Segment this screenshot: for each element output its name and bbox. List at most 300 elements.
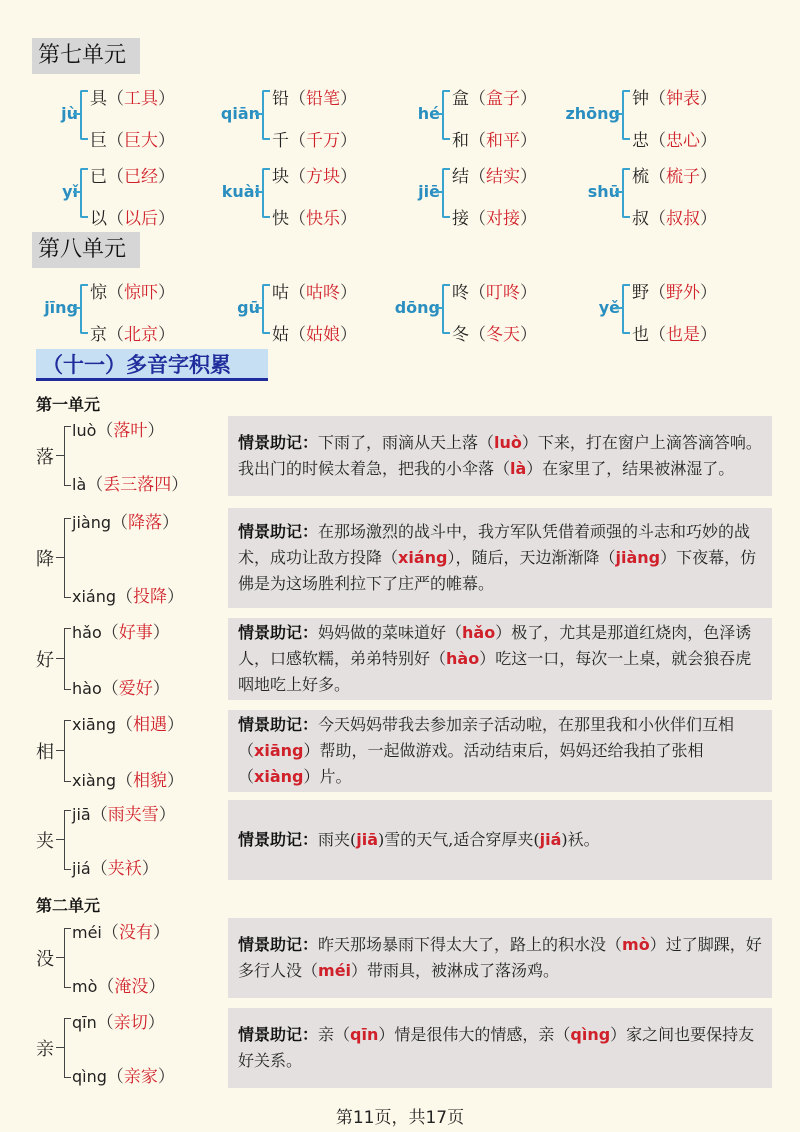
example-word: 亲家 xyxy=(123,1067,158,1087)
open-paren: （ xyxy=(469,131,486,151)
open-paren: （ xyxy=(469,209,486,229)
close-paren: ） xyxy=(158,209,175,229)
polyphone-entry xyxy=(36,508,776,608)
polyphone-char: 落 xyxy=(36,447,54,468)
character: 叔 xyxy=(632,209,649,229)
open-paren: （ xyxy=(116,587,134,607)
character: 姑 xyxy=(272,325,289,345)
close-paren: ） xyxy=(167,771,185,791)
char-group xyxy=(560,278,740,344)
char-row xyxy=(632,84,717,109)
character: 以 xyxy=(90,209,107,229)
note-label: 情景助记： xyxy=(238,935,319,954)
close-paren: ） xyxy=(158,283,175,303)
brace-icon xyxy=(442,168,450,218)
char-group xyxy=(18,278,198,344)
brace-icon xyxy=(262,168,270,218)
brace-icon xyxy=(64,928,71,988)
polyphone-char: 好 xyxy=(36,650,54,671)
example-word: 千万 xyxy=(306,131,340,151)
char-row xyxy=(632,126,717,151)
character: 快 xyxy=(272,209,289,229)
close-paren: ） xyxy=(340,283,357,303)
polyphone-char: 相 xyxy=(36,742,54,763)
brace-icon xyxy=(442,90,450,140)
open-paren: （ xyxy=(289,283,306,303)
character: 和 xyxy=(452,131,469,151)
character: 咕 xyxy=(272,283,289,303)
char-row xyxy=(90,126,175,151)
note-label: 情景助记： xyxy=(238,522,319,541)
open-paren: （ xyxy=(101,679,119,699)
open-paren: （ xyxy=(649,167,666,187)
open-paren: （ xyxy=(96,421,114,441)
char-row xyxy=(452,320,537,345)
char-row xyxy=(90,162,175,187)
open-paren: （ xyxy=(649,283,666,303)
reading-pinyin: mò xyxy=(72,977,98,996)
close-paren: ） xyxy=(147,1013,165,1033)
memory-note xyxy=(228,918,772,998)
reading-row xyxy=(72,710,184,735)
note-pinyin: xiāng xyxy=(254,741,304,760)
open-paren: （ xyxy=(107,209,124,229)
reading-pinyin: xiàng xyxy=(72,771,117,790)
open-paren: （ xyxy=(649,89,666,109)
example-word: 投降 xyxy=(133,587,168,607)
note-segment: 下雨了，雨滴从天上落（ xyxy=(318,433,495,452)
note-segment: 雨夹( xyxy=(318,830,357,849)
note-segment: ）在家里了，结果被淋湿了。 xyxy=(526,459,735,478)
note-segment: ）带雨具，被淋成了落汤鸡。 xyxy=(351,961,560,980)
note-segment: ）片。 xyxy=(303,767,352,786)
character: 咚 xyxy=(452,283,469,303)
note-segment: ）过了脚踝，好多行人没（ xyxy=(238,935,762,980)
note-pinyin: jiàng xyxy=(615,548,661,567)
close-paren: ） xyxy=(141,859,159,879)
note-pinyin: xiáng xyxy=(398,548,448,567)
note-pinyin: hào xyxy=(446,649,480,668)
example-word: 忠心 xyxy=(666,131,700,151)
char-group xyxy=(200,84,380,150)
note-segment: ）吃这一口，每次一上桌，就会狼吞虎咽地吃上好多。 xyxy=(238,649,752,694)
page-footer: 第11页，共17页 xyxy=(335,1108,465,1128)
example-word: 对接 xyxy=(486,209,520,229)
character: 野 xyxy=(632,283,649,303)
close-paren: ） xyxy=(520,283,537,303)
char-row xyxy=(632,320,717,345)
reading-row xyxy=(72,1008,165,1033)
reading-row xyxy=(72,972,165,997)
open-paren: （ xyxy=(107,325,124,345)
group-pinyin: hé xyxy=(417,104,440,123)
char-row xyxy=(632,162,717,187)
polyphone-char: 亲 xyxy=(36,1039,54,1060)
note-label: 情景助记： xyxy=(238,623,319,642)
group-pinyin: yě xyxy=(598,298,620,317)
polyphone-char: 没 xyxy=(36,949,54,970)
character: 梳 xyxy=(632,167,649,187)
open-paren: （ xyxy=(107,167,124,187)
close-paren: ） xyxy=(167,715,185,735)
note-segment: 在那场激烈的战斗中，我方军队凭借着顽强的斗志和巧妙的战术，成功让敌方投降（ xyxy=(238,522,751,567)
char-row xyxy=(452,84,537,109)
example-word: 叮咚 xyxy=(486,283,520,303)
group-pinyin: jiē xyxy=(418,182,440,201)
character: 惊 xyxy=(90,283,107,303)
close-paren: ） xyxy=(152,679,170,699)
reading-row xyxy=(72,918,170,943)
example-word: 结实 xyxy=(486,167,520,187)
close-paren: ） xyxy=(162,513,179,533)
character: 结 xyxy=(452,167,469,187)
note-pinyin: méi xyxy=(318,961,352,980)
polyphone-entry xyxy=(36,710,776,792)
example-word: 北京 xyxy=(124,325,158,345)
brace-icon xyxy=(64,810,71,870)
note-text xyxy=(238,932,764,984)
example-word: 巨大 xyxy=(124,131,158,151)
note-segment: )雪的天气,适合穿厚夹( xyxy=(378,830,540,849)
open-paren: （ xyxy=(116,771,134,791)
note-text xyxy=(238,620,764,698)
close-paren: ） xyxy=(520,131,537,151)
open-paren: （ xyxy=(649,131,666,151)
close-paren: ） xyxy=(147,421,165,441)
close-paren: ） xyxy=(700,89,717,109)
polyphone-char: 降 xyxy=(36,549,54,570)
char-row xyxy=(90,320,175,345)
reading-pinyin: jiàng xyxy=(72,513,111,532)
char-row xyxy=(452,204,537,229)
polyphone-entry xyxy=(36,1008,776,1088)
reading-pinyin: hào xyxy=(72,679,102,698)
brace-icon xyxy=(64,720,71,782)
char-row xyxy=(272,126,357,151)
brace-icon xyxy=(64,1018,71,1078)
close-paren: ） xyxy=(340,89,357,109)
brace-icon xyxy=(64,518,71,598)
open-paren: （ xyxy=(101,623,119,643)
example-word: 雨夹雪 xyxy=(107,805,159,825)
character: 忠 xyxy=(632,131,649,151)
note-pinyin: là xyxy=(510,459,527,478)
char-group xyxy=(200,278,380,344)
group-pinyin: zhōng xyxy=(565,104,620,123)
reading-pinyin: jiá xyxy=(72,859,91,878)
char-row xyxy=(632,204,717,229)
note-text xyxy=(238,827,600,853)
note-pinyin: xiàng xyxy=(254,767,304,786)
reading-row xyxy=(72,854,159,879)
open-paren: （ xyxy=(649,209,666,229)
char-row xyxy=(272,204,357,229)
character: 巨 xyxy=(90,131,107,151)
open-paren: （ xyxy=(86,475,104,495)
example-word: 咕咚 xyxy=(306,283,340,303)
reading-row xyxy=(72,618,170,643)
char-group xyxy=(200,162,380,228)
close-paren: ） xyxy=(700,167,717,187)
character: 已 xyxy=(90,167,107,187)
open-paren: （ xyxy=(289,89,306,109)
group-pinyin: qiān xyxy=(220,104,260,123)
unit-2-subtitle: 第二单元 xyxy=(36,896,101,915)
note-segment: ）下夜幕，仿佛是为这场胜利拉下了庄严的帷幕。 xyxy=(238,548,757,593)
char-row xyxy=(272,320,357,345)
close-paren: ） xyxy=(700,131,717,151)
brace-icon xyxy=(80,168,88,218)
close-paren: ） xyxy=(152,623,170,643)
brace-icon xyxy=(80,90,88,140)
reading-row xyxy=(72,416,164,441)
note-text xyxy=(238,519,764,597)
note-segment: ）下来，打在窗户上滴答滴答响。我出门的时候太着急，把我的小伞落（ xyxy=(238,433,762,478)
char-row xyxy=(452,278,537,303)
close-paren: ） xyxy=(158,131,175,151)
group-pinyin: dōng xyxy=(394,298,440,317)
char-row xyxy=(272,162,357,187)
group-pinyin: jīng xyxy=(44,298,78,317)
example-word: 已经 xyxy=(124,167,158,187)
close-paren: ） xyxy=(171,475,189,495)
open-paren: （ xyxy=(116,715,134,735)
polyphone-entry xyxy=(36,918,776,998)
open-paren: （ xyxy=(289,167,306,187)
reading-pinyin: qīn xyxy=(72,1013,97,1032)
example-word: 亲切 xyxy=(113,1013,148,1033)
note-segment: ）家之间也要保持友好关系。 xyxy=(238,1025,755,1070)
open-paren: （ xyxy=(101,923,119,943)
character: 也 xyxy=(632,325,649,345)
char-group xyxy=(380,84,560,150)
close-paren: ） xyxy=(520,325,537,345)
note-pinyin: mò xyxy=(622,935,650,954)
open-paren: （ xyxy=(289,325,306,345)
open-paren: （ xyxy=(106,1067,124,1087)
note-text xyxy=(238,1022,764,1074)
note-label: 情景助记： xyxy=(238,1025,319,1044)
note-segment: ）极了，尤其是那道红烧肉，色泽诱人，口感软糯，弟弟特别好（ xyxy=(238,623,752,668)
close-paren: ） xyxy=(158,325,175,345)
example-word: 野外 xyxy=(666,283,700,303)
close-paren: ） xyxy=(700,209,717,229)
example-word: 叔叔 xyxy=(666,209,700,229)
close-paren: ） xyxy=(157,1067,175,1087)
open-paren: （ xyxy=(97,977,115,997)
open-paren: （ xyxy=(107,89,124,109)
char-row xyxy=(452,162,537,187)
open-paren: （ xyxy=(649,325,666,345)
close-paren: ） xyxy=(148,977,166,997)
reading-row xyxy=(72,674,170,699)
note-segment: ），随后，天边渐渐降（ xyxy=(447,548,616,567)
example-word: 相遇 xyxy=(133,715,168,735)
reading-pinyin: hǎo xyxy=(72,623,102,642)
character: 千 xyxy=(272,131,289,151)
note-segment: ）帮助，一起做游戏。活动结束后，妈妈还给我拍了张相（ xyxy=(238,741,704,786)
character: 京 xyxy=(90,325,107,345)
example-word: 方块 xyxy=(306,167,340,187)
note-pinyin: jiá xyxy=(539,830,562,849)
memory-note xyxy=(228,416,772,496)
brace-icon xyxy=(64,426,71,486)
open-paren: （ xyxy=(107,131,124,151)
example-word: 落叶 xyxy=(113,421,148,441)
note-text xyxy=(238,430,764,482)
close-paren: ） xyxy=(700,283,717,303)
reading-pinyin: méi xyxy=(72,923,102,942)
char-row xyxy=(452,126,537,151)
reading-pinyin: là xyxy=(72,475,87,494)
note-label: 情景助记： xyxy=(238,433,319,452)
char-group xyxy=(560,162,740,228)
polyphone-entry xyxy=(36,618,776,700)
open-paren: （ xyxy=(469,89,486,109)
example-word: 钟表 xyxy=(666,89,700,109)
open-paren: （ xyxy=(107,283,124,303)
note-segment: )袄。 xyxy=(561,830,600,849)
note-pinyin: jiā xyxy=(356,830,379,849)
example-word: 工具 xyxy=(124,89,158,109)
character: 块 xyxy=(272,167,289,187)
brace-icon xyxy=(64,628,71,690)
char-row xyxy=(272,278,357,303)
char-row xyxy=(632,278,717,303)
example-word: 也是 xyxy=(666,325,700,345)
reading-pinyin: xiáng xyxy=(72,587,117,606)
open-paren: （ xyxy=(289,209,306,229)
example-word: 梳子 xyxy=(666,167,700,187)
open-paren: （ xyxy=(469,167,486,187)
open-paren: （ xyxy=(469,325,486,345)
note-pinyin: hǎo xyxy=(462,623,496,642)
example-word: 和平 xyxy=(486,131,520,151)
group-pinyin: shū xyxy=(587,182,620,201)
example-word: 姑娘 xyxy=(306,325,340,345)
close-paren: ） xyxy=(520,89,537,109)
brace-icon xyxy=(442,284,450,334)
example-word: 铅笔 xyxy=(306,89,340,109)
close-paren: ） xyxy=(158,805,176,825)
open-paren: （ xyxy=(90,859,108,879)
char-row xyxy=(90,204,175,229)
open-paren: （ xyxy=(90,805,108,825)
memory-note xyxy=(228,800,772,880)
example-word: 降落 xyxy=(128,513,162,533)
polyphone-char: 夹 xyxy=(36,831,54,852)
memory-note xyxy=(228,618,772,700)
group-pinyin: jù xyxy=(61,104,78,123)
char-row xyxy=(272,84,357,109)
note-segment: 妈妈做的菜味道好（ xyxy=(318,623,463,642)
reading-pinyin: luò xyxy=(72,421,97,440)
group-pinyin: gū xyxy=(237,298,260,317)
example-word: 淹没 xyxy=(114,977,149,997)
example-word: 快乐 xyxy=(306,209,340,229)
close-paren: ） xyxy=(158,89,175,109)
unit-8-header: 第八单元 xyxy=(32,232,140,268)
char-row xyxy=(90,278,175,303)
example-word: 盒子 xyxy=(486,89,520,109)
close-paren: ） xyxy=(340,325,357,345)
example-word: 相貌 xyxy=(133,771,168,791)
note-segment: 亲（ xyxy=(318,1025,351,1044)
example-word: 夹袄 xyxy=(107,859,142,879)
note-pinyin: qīn xyxy=(350,1025,379,1044)
close-paren: ） xyxy=(520,209,537,229)
reading-pinyin: jiā xyxy=(72,805,91,824)
note-pinyin: qìng xyxy=(570,1025,611,1044)
memory-note xyxy=(228,508,772,608)
example-word: 丢三落四 xyxy=(103,475,172,495)
reading-row xyxy=(72,1062,175,1087)
open-paren: （ xyxy=(111,513,128,533)
close-paren: ） xyxy=(152,923,170,943)
reading-row xyxy=(72,800,176,825)
note-segment: 昨天那场暴雨下得太大了，路上的积水没（ xyxy=(318,935,623,954)
polyphone-entry xyxy=(36,416,776,496)
open-paren: （ xyxy=(289,131,306,151)
group-pinyin: yǐ xyxy=(62,182,78,201)
open-paren: （ xyxy=(96,1013,114,1033)
example-word: 爱好 xyxy=(118,679,153,699)
brace-icon xyxy=(262,90,270,140)
memory-note xyxy=(228,710,772,792)
character: 盒 xyxy=(452,89,469,109)
example-word: 以后 xyxy=(124,209,158,229)
brace-icon xyxy=(262,284,270,334)
unit-7-header: 第七单元 xyxy=(32,38,140,74)
char-group xyxy=(380,278,560,344)
note-label: 情景助记： xyxy=(238,715,319,734)
note-label: 情景助记： xyxy=(238,830,319,849)
char-row xyxy=(90,84,175,109)
close-paren: ） xyxy=(340,131,357,151)
character: 接 xyxy=(452,209,469,229)
reading-row xyxy=(72,508,179,533)
reading-pinyin: qìng xyxy=(72,1067,107,1086)
reading-row xyxy=(72,582,184,607)
section-title: （十一）多音字积累 xyxy=(36,349,268,381)
memory-note xyxy=(228,1008,772,1088)
note-pinyin: luò xyxy=(494,433,522,452)
open-paren: （ xyxy=(469,283,486,303)
char-group xyxy=(560,84,740,150)
character: 冬 xyxy=(452,325,469,345)
close-paren: ） xyxy=(700,325,717,345)
character: 钟 xyxy=(632,89,649,109)
brace-icon xyxy=(622,168,630,218)
unit-1-subtitle: 第一单元 xyxy=(36,395,101,414)
reading-row xyxy=(72,470,188,495)
char-group xyxy=(18,84,198,150)
note-segment: 今天妈妈带我去参加亲子活动啦，在那里我和小伙伴们互相（ xyxy=(238,715,735,760)
polyphone-entry xyxy=(36,800,776,880)
character: 铅 xyxy=(272,89,289,109)
character: 具 xyxy=(90,89,107,109)
note-text xyxy=(238,712,764,790)
close-paren: ） xyxy=(340,209,357,229)
reading-pinyin: xiāng xyxy=(72,715,117,734)
example-word: 冬天 xyxy=(486,325,520,345)
brace-icon xyxy=(80,284,88,334)
example-word: 好事 xyxy=(118,623,153,643)
close-paren: ） xyxy=(167,587,185,607)
reading-row xyxy=(72,766,184,791)
close-paren: ） xyxy=(340,167,357,187)
example-word: 惊吓 xyxy=(124,283,158,303)
